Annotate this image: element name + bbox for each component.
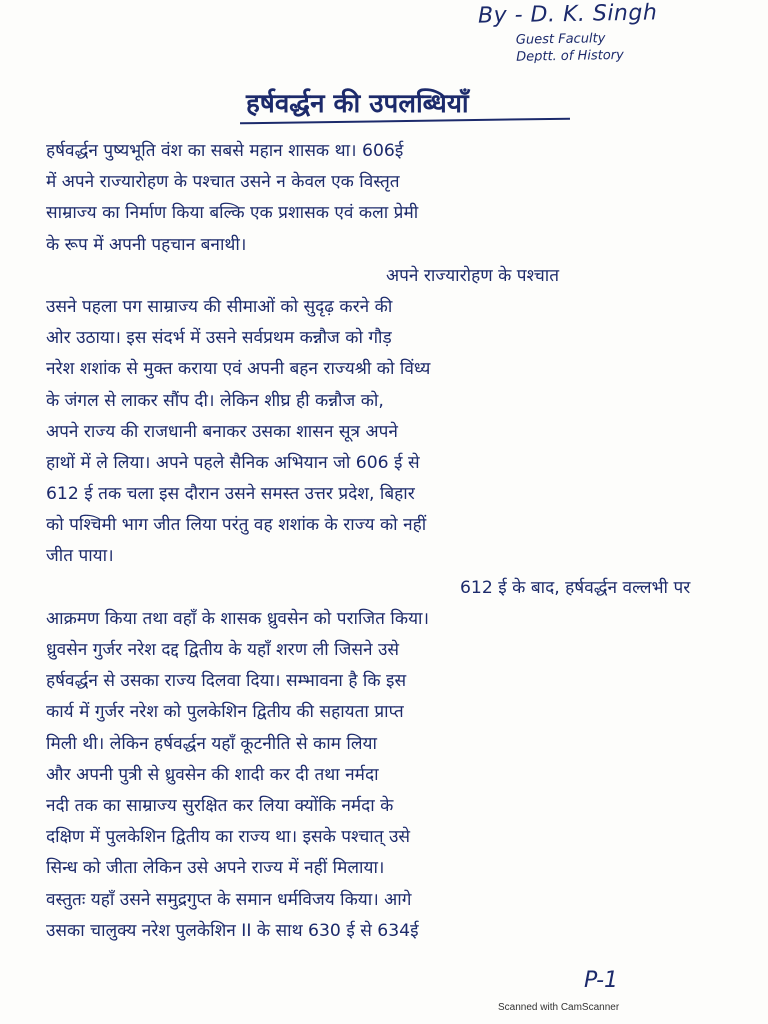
text-line: के जंगल से लाकर सौंप दी। लेकिन शीघ्र ही कन्नौज को,: [46, 390, 384, 411]
text-line: दक्षिण में पुलकेशिन द्वितीय का राज्य था। इसके पश्चात् उसे: [46, 827, 411, 848]
paragraph-start-line: 612 ई के बाद, हर्षवर्द्धन वल्लभी पर: [460, 577, 691, 598]
author-affiliation: [516, 28, 717, 65]
text-line: हाथों में ले लिया। अपने पहले सैनिक अभियान जो 606 ई से: [46, 452, 420, 473]
text-line: ओर उठाया। इस संदर्भ में उसने सर्वप्रथम कन्नौज को गौड़: [46, 328, 392, 349]
text-line: मिली थी। लेकिन हर्षवर्द्धन यहाँ कूटनीति से काम लिया: [46, 733, 377, 754]
author-byline: By - D. K. Singh: [477, 0, 658, 29]
text-line: में अपने राज्यारोहण के पश्चात उसने न केवल एक विस्तृत: [46, 172, 400, 193]
scanner-watermark: Scanned with CamScanner: [498, 1002, 620, 1013]
page-number: P-1: [584, 968, 618, 993]
body-text: [46, 136, 726, 947]
text-line: जीत पाया।: [46, 546, 114, 567]
text-line: हर्षवर्द्धन से उसका राज्य दिलवा दिया। सम्भावना है कि इस: [46, 671, 407, 692]
text-line: को पश्चिमी भाग जीत लिया परंतु वह शशांक के राज्य को नहीं: [46, 515, 427, 536]
paragraph-start-line: अपने राज्यारोहण के पश्चात: [386, 265, 560, 286]
text-line: के रूप में अपनी पहचान बनाथी।: [46, 234, 247, 255]
text-line: हर्षवर्द्धन पुष्यभूति वंश का सबसे महान शासक था। 606ई: [46, 141, 404, 161]
text-line: ध्रुवसेन गुर्जर नरेश दद्द द्वितीय के यहाँ शरण ली जिसने उसे: [46, 640, 400, 660]
text-line: सिन्ध को जीता लेकिन उसे अपने राज्य में नहीं मिलाया।: [46, 858, 385, 879]
author-department: Deptt. of History: [516, 47, 624, 65]
text-line: नदी तक का साम्राज्य सुरक्षित कर लिया क्योंकि नर्मदा के: [46, 795, 394, 816]
text-line: अपने राज्य की राजधानी बनाकर उसका शासन सूत्र अपने: [46, 421, 398, 442]
text-line: उसका चालुक्य नरेश पुलकेशिन II के साथ 630 ई से 634ई: [46, 920, 419, 941]
text-line: उसने पहला पग साम्राज्य की सीमाओं को सुदृढ़ करने की: [46, 296, 393, 317]
page-title: हर्षवर्द्धन की उपलब्धियाँ: [246, 89, 469, 119]
text-line: 612 ई तक चला इस दौरान उसने समस्त उत्तर प्रदेश, बिहार: [46, 484, 415, 505]
text-line: वस्तुतः यहाँ उसने समुद्रगुप्त के समान धर्मविजय किया। आगे: [46, 889, 412, 910]
text-line: नरेश शशांक से मुक्त कराया एवं अपनी बहन राज्यश्री को विंध्य: [46, 359, 431, 380]
text-line: आक्रमण किया तथा वहाँ के शासक ध्रुवसेन को पराजित किया।: [46, 608, 430, 629]
author-designation: Guest Faculty: [515, 31, 606, 48]
text-line: साम्राज्य का निर्माण किया बल्कि एक प्रशासक एवं कला प्रेमी: [46, 203, 419, 224]
text-line: और अपनी पुत्री से ध्रुवसेन की शादी कर दी तथा नर्मदा: [46, 764, 379, 785]
text-line: कार्य में गुर्जर नरेश को पुलकेशिन द्वितीय की सहायता प्राप्त: [46, 702, 404, 723]
